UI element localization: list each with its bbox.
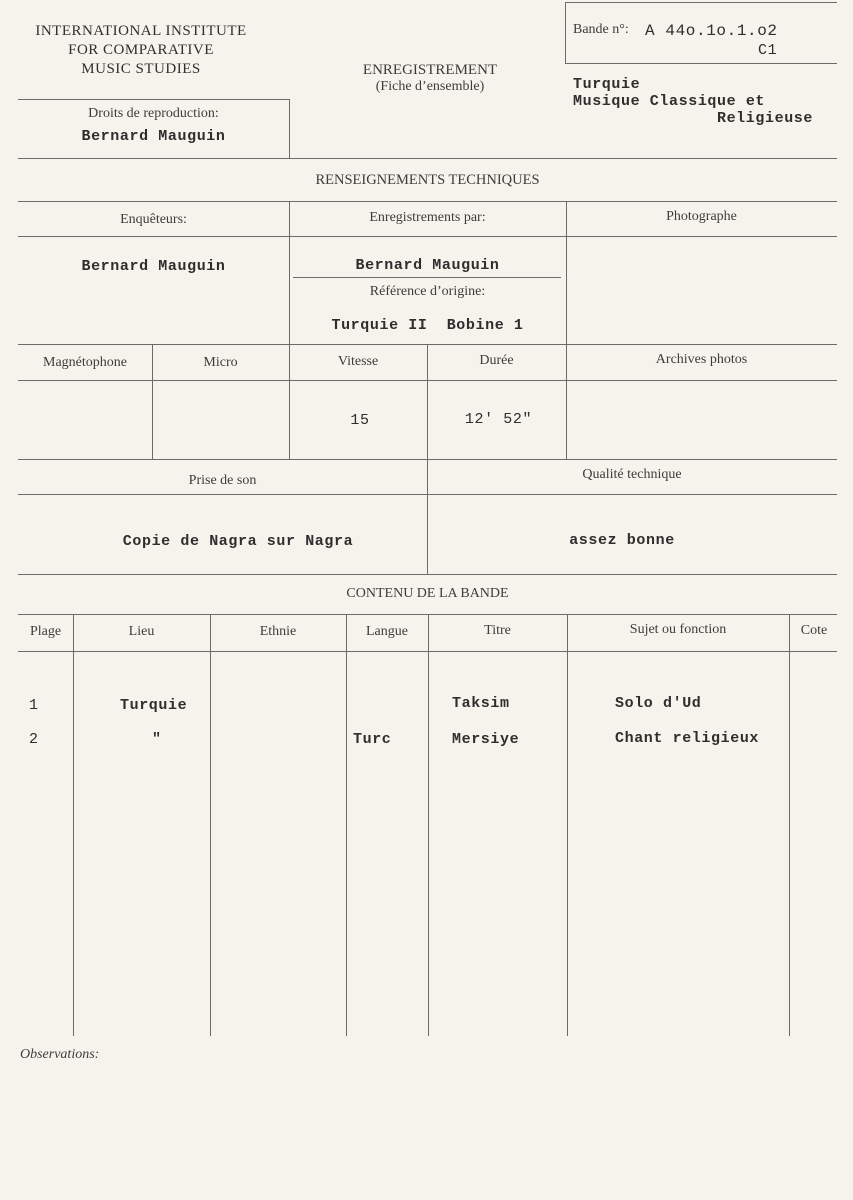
row-2-plage: 2 bbox=[29, 731, 39, 748]
bande-value: A 44o.1o.1.o2 bbox=[645, 22, 778, 40]
form-title bbox=[330, 62, 530, 95]
divider-content-columns bbox=[18, 651, 837, 652]
institute-line-1: INTERNATIONAL INSTITUTE bbox=[35, 23, 247, 39]
col-divider-titre bbox=[428, 614, 429, 1036]
prise-label: Prise de son bbox=[188, 473, 257, 488]
institute-name bbox=[10, 22, 272, 79]
row-2-titre: Mersiye bbox=[452, 731, 520, 748]
col-divider-lieu bbox=[73, 614, 74, 1036]
col-header-ethnie: Ethnie bbox=[259, 624, 297, 639]
row-1-sujet: Solo d'Ud bbox=[615, 695, 702, 712]
bande-sub-value: C1 bbox=[758, 42, 778, 59]
col-header-langue: Langue bbox=[366, 624, 408, 639]
qualite-label: Qualité technique bbox=[582, 467, 682, 482]
row-1-titre: Taksim bbox=[452, 695, 510, 712]
divider-tech-header bbox=[18, 201, 837, 202]
row-1-plage: 1 bbox=[29, 697, 39, 714]
row-2-sujet: Chant religieux bbox=[615, 730, 760, 747]
rights-box-right-border bbox=[289, 99, 290, 158]
col-divider-langue bbox=[346, 614, 347, 1036]
row-2-lieu: " bbox=[152, 731, 162, 748]
divider-reference bbox=[293, 277, 561, 278]
form-subtitle-text: (Fiche d’ensemble) bbox=[375, 79, 485, 94]
enqueteurs-value: Bernard Mauguin bbox=[81, 258, 226, 275]
divider-prise-top bbox=[18, 459, 837, 460]
divider-content-top bbox=[18, 574, 837, 575]
prise-value: Copie de Nagra sur Nagra bbox=[122, 533, 354, 550]
rights-box-top-border bbox=[18, 99, 289, 100]
rights-label: Droits de reproduction: bbox=[88, 106, 219, 121]
magnetophone-label: Magnétophone bbox=[43, 355, 127, 370]
duree-value: 12' 52" bbox=[464, 411, 533, 428]
enregistrements-label: Enregistrements par: bbox=[369, 210, 486, 225]
enregistrements-value: Bernard Mauguin bbox=[355, 257, 500, 274]
col-header-cote: Cote bbox=[800, 623, 828, 638]
col-divider-cote bbox=[789, 614, 790, 1036]
col-divider-ethnie bbox=[210, 614, 211, 1036]
bande-box-left-border bbox=[565, 2, 566, 64]
reference-value: Turquie II Bobine 1 bbox=[331, 317, 524, 334]
form-title-text: ENREGISTREMENT bbox=[362, 62, 498, 78]
content-section-title: CONTENU DE LA BANDE bbox=[346, 586, 509, 601]
enqueteurs-label: Enquêteurs: bbox=[120, 212, 187, 227]
vitesse-value: 15 bbox=[350, 412, 370, 429]
institute-line-2: FOR COMPARATIVE bbox=[68, 42, 214, 58]
subject-line-1: Turquie bbox=[573, 76, 641, 93]
divider-tech-top bbox=[18, 158, 837, 159]
bande-label: Bande n°: bbox=[573, 22, 629, 37]
archives-label: Archives photos bbox=[655, 352, 748, 367]
bande-box-top-border bbox=[565, 2, 837, 3]
row-1-lieu: Turquie bbox=[120, 697, 188, 714]
subject-line-2: Musique Classique et bbox=[573, 93, 766, 110]
duree-label: Durée bbox=[479, 353, 514, 368]
vitesse-label: Vitesse bbox=[337, 354, 379, 369]
divider-equipment-labels bbox=[18, 380, 837, 381]
photographe-label: Photographe bbox=[666, 209, 737, 224]
divider-tech-labels bbox=[18, 236, 837, 237]
micro-label: Micro bbox=[203, 355, 238, 370]
subject-block bbox=[573, 76, 813, 127]
col-divider-sujet bbox=[567, 614, 568, 1036]
col-header-sujet: Sujet ou fonction bbox=[629, 622, 727, 637]
col-header-plage: Plage bbox=[29, 624, 62, 639]
row-2-langue: Turc bbox=[353, 731, 392, 748]
subject-line-3: Religieuse bbox=[716, 110, 813, 127]
rights-value: Bernard Mauguin bbox=[81, 128, 226, 145]
qualite-value: assez bonne bbox=[569, 532, 675, 549]
institute-line-3: MUSIC STUDIES bbox=[81, 61, 201, 77]
col-header-lieu: Lieu bbox=[128, 624, 155, 639]
observations-label: Observations: bbox=[20, 1047, 100, 1062]
tech-section-title: RENSEIGNEMENTS TECHNIQUES bbox=[315, 172, 540, 188]
reference-label: Référence d’origine: bbox=[369, 284, 486, 299]
bande-box-bottom-border bbox=[565, 63, 837, 64]
col-header-titre: Titre bbox=[484, 623, 511, 638]
